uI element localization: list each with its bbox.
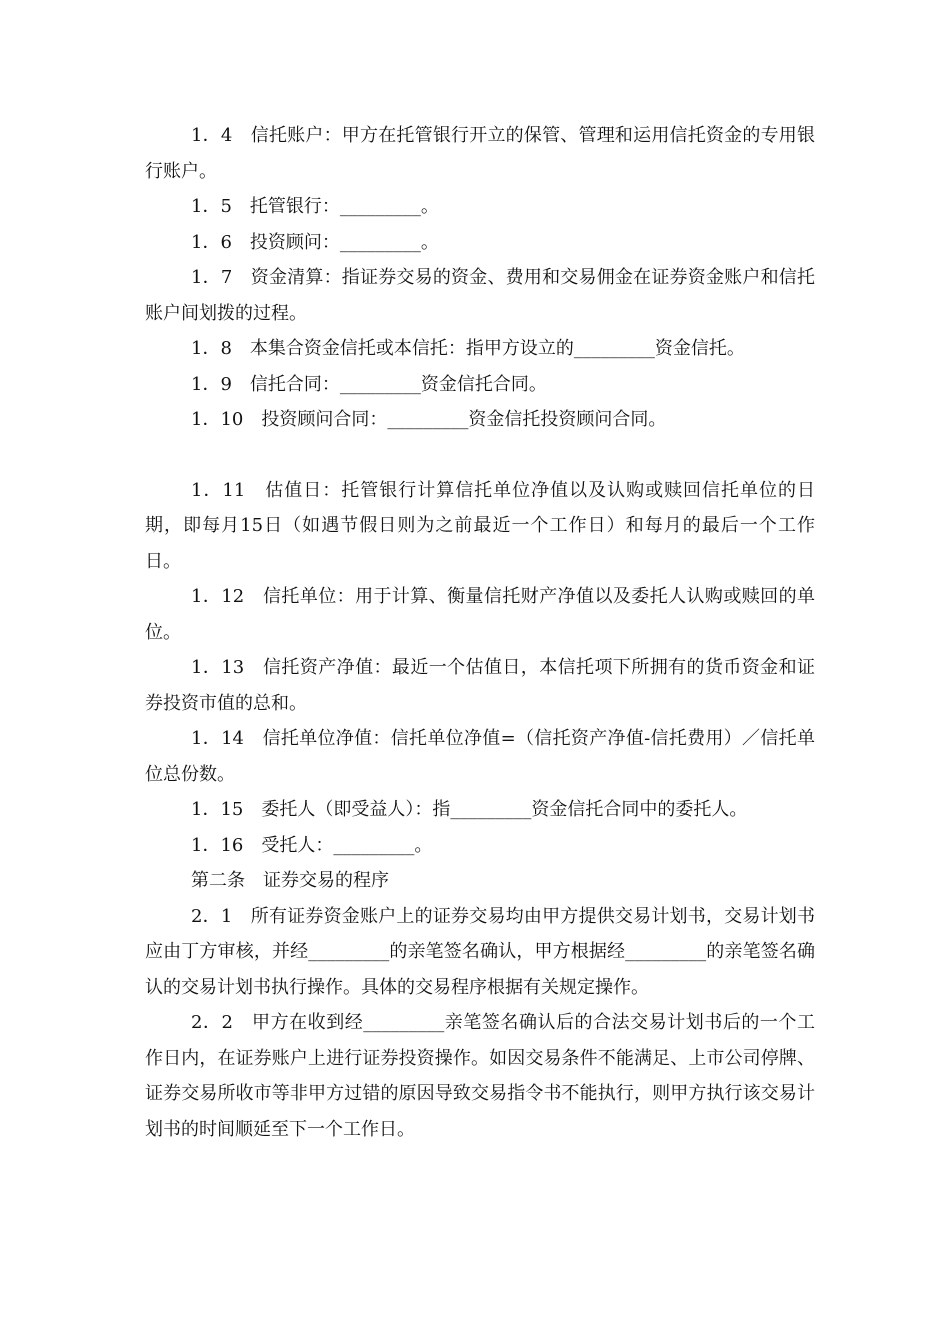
article-2-heading: 第二条 证券交易的程序	[191, 870, 389, 891]
clause-1-7: 1．7 资金清算：指证券交易的资金、费用和交易佣金在证券资金账户和信托账户间划拨的过程。	[145, 267, 815, 324]
clause-1-9: 1．9 信托合同：_________资金信托合同。	[191, 373, 547, 395]
clause-1-13: 1．13 信托资产净值：最近一个估值日，本信托项下所拥有的货币资金和证券投资市值的总和。	[145, 657, 815, 714]
clause-1-5: 1．5 托管银行：_________。	[191, 196, 439, 217]
clause-1-16: 1．16 受托人：_________。	[191, 834, 433, 856]
clause-1-6: 1．6 投资顾问：_________。	[191, 231, 439, 253]
paragraph-gap	[145, 438, 815, 473]
clause-2-1: 2．1 所有证券资金账户上的证券交易均由甲方提供交易计划书，交易计划书应由丁方审核，并经_________的亲笔签名确认，甲方根据经_________的亲笔签名确认的交易计划书执行操作。具体的交易程序根据有关规定操作。	[145, 905, 815, 998]
clause-2-2: 2．2 甲方在收到经_________亲笔签名确认后的合法交易计划书后的一个工作日内，在证券账户上进行证券投资操作。如因交易条件不能满足、上市公司停牌、证券交易所收市等非甲方过错的原因导致交易指令书不能执行，则甲方执行该交易计划书的时间顺延至下一个工作日。	[145, 1012, 815, 1140]
clause-1-10: 1．10 投资顾问合同：_________资金信托投资顾问合同。	[191, 409, 667, 430]
clause-1-4: 1．4 信托账户：甲方在托管银行开立的保管、管理和运用信托资金的专用银行账户。	[145, 125, 815, 182]
clause-1-12: 1．12 信托单位：用于计算、衡量信托财产净值以及委托人认购或赎回的单位。	[145, 586, 815, 643]
clause-1-15: 1．15 委托人（即受益人）：指_________资金信托合同中的委托人。	[191, 799, 748, 820]
clause-1-14: 1．14 信托单位净值：信托单位净值=（信托资产净值-信托费用）／信托单位总份数。	[145, 728, 815, 785]
clause-1-11: 1．11 估值日：托管银行计算信托单位净值以及认购或赎回信托单位的日期，即每月15日（如遇节假日则为之前最近一个工作日）和每月的最后一个工作日。	[145, 479, 815, 572]
document-body	[145, 118, 815, 1147]
clause-1-8: 1．8 本集合资金信托或本信托：指甲方设立的_________资金信托。	[191, 338, 745, 359]
